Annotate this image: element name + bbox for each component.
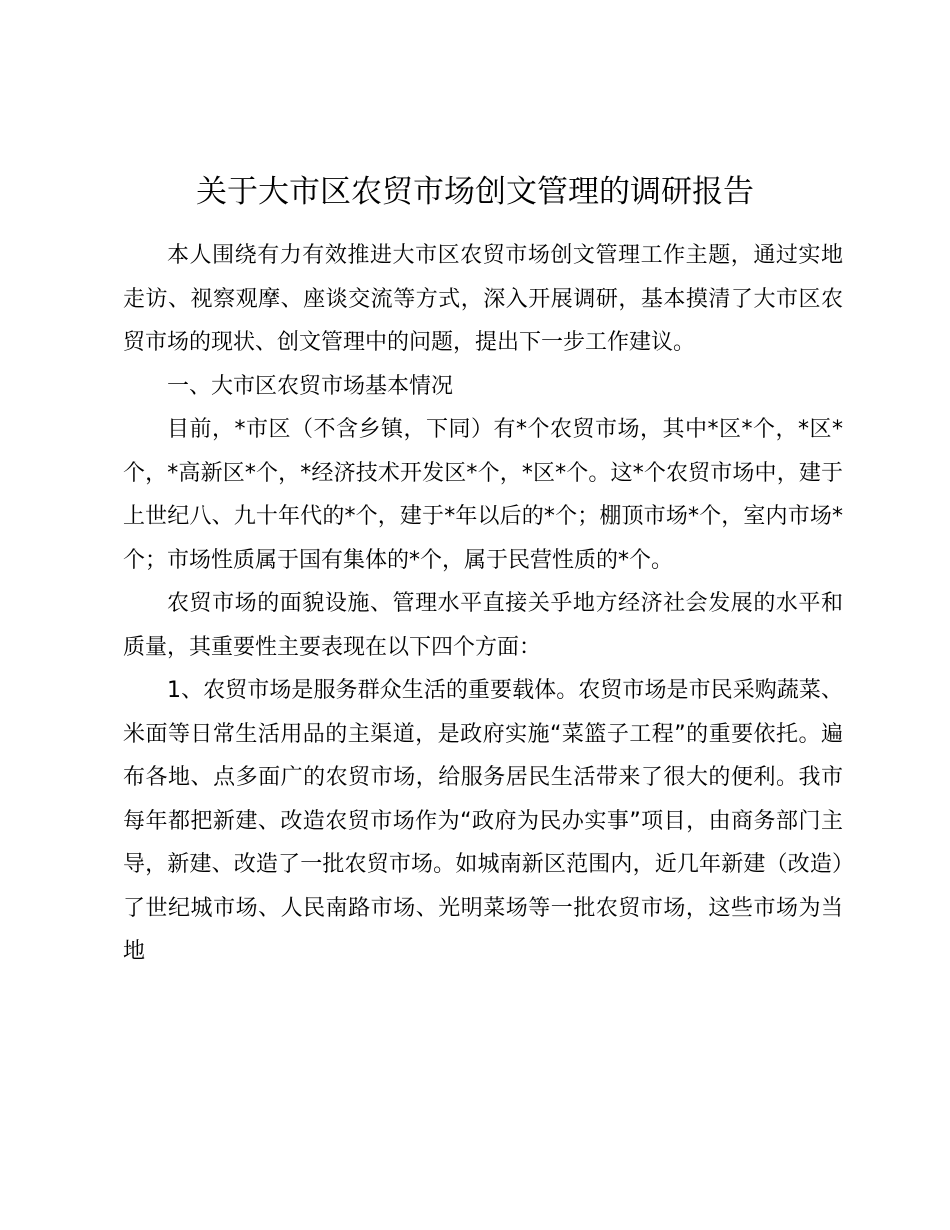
document-title: 关于大市区农贸市场创文管理的调研报告 (196, 174, 754, 210)
paragraph-point-1: 1、农贸市场是服务群众生活的重要载体。农贸市场是市民采购蔬菜、米面等日常生活用品的主渠道，是政府实施“菜篮子工程”的重要依托。遍布各地、点多面广的农贸市场，给服务居民生活带来了很大的便利。我市每年都把新建、改造农贸市场作为“政府为民办实事”项目，由商务部门主导，新建、改造了一批农贸市场。如城南新区范围内，近几年新建（改造）了世纪城市场、人民南路市场、光明菜场等一批农贸市场，这些市场为当地 (123, 678, 843, 964)
paragraph-current-status: 目前，*市区（不含乡镇，下同）有*个农贸市场，其中*区*个，*区*个，*高新区*个，*经济技术开发区*个，*区*个。这*个农贸市场中，建于上世纪八、九十年代的*个，建于*年以后的*个；棚顶市场*个，室内市场*个；市场性质属于国有集体的*个，属于民营性质的*个。 (123, 417, 843, 573)
document-body (123, 234, 843, 974)
section-heading-1: 一、大市区农贸市场基本情况 (167, 373, 454, 399)
paragraph-intro: 本人围绕有力有效推进大市区农贸市场创文管理工作主题，通过实地走访、视察观摩、座谈交流等方式，深入开展调研，基本摸清了大市区农贸市场的现状、创文管理中的问题，提出下一步工作建议。 (123, 243, 843, 355)
paragraph-importance: 农贸市场的面貌设施、管理水平直接关乎地方经济社会发展的水平和质量，其重要性主要表现在以下四个方面： (123, 591, 843, 660)
